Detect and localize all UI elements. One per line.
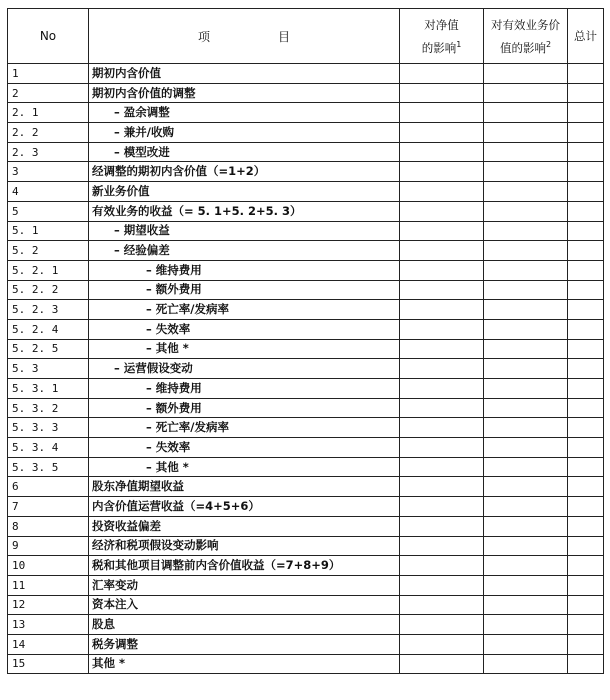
table-row [8, 418, 604, 438]
total-cell [568, 182, 604, 202]
total-cell [568, 64, 604, 84]
row-item-label: – 死亡率/发病率 [146, 302, 229, 317]
impact-on-net-worth-cell [400, 280, 484, 300]
impact-on-net-worth-cell [400, 221, 484, 241]
table-row [8, 280, 604, 300]
impact-on-net-worth-cell [400, 103, 484, 123]
table-row [8, 300, 604, 320]
impact-on-net-worth-cell [400, 575, 484, 595]
row-item-label: 税务调整 [92, 636, 138, 651]
row-item-label: 其他 * [92, 656, 126, 671]
row-number: 5. 3. 3 [8, 418, 89, 438]
impact-on-vif-cell [484, 359, 568, 379]
total-cell [568, 438, 604, 458]
row-item-cell [89, 260, 400, 280]
row-item-label: 新业务价值 [92, 183, 150, 198]
impact-on-vif-cell [484, 556, 568, 576]
impact-on-vif-cell [484, 575, 568, 595]
impact-on-vif-cell [484, 516, 568, 536]
row-number: 5. 2. 3 [8, 300, 89, 320]
row-item-cell [89, 457, 400, 477]
impact-on-net-worth-cell [400, 359, 484, 379]
row-number: 5. 2 [8, 241, 89, 261]
table-row [8, 575, 604, 595]
row-item-label: – 维持费用 [146, 262, 202, 277]
table-row [8, 438, 604, 458]
embedded-value-movement-table [7, 8, 604, 674]
row-item-cell [89, 300, 400, 320]
impact-on-net-worth-cell [400, 83, 484, 103]
impact-on-net-worth-cell [400, 241, 484, 261]
row-number: 5. 3 [8, 359, 89, 379]
impact-on-vif-cell [484, 64, 568, 84]
table-row [8, 359, 604, 379]
impact-on-vif-cell [484, 634, 568, 654]
row-item-label: – 失效率 [146, 321, 191, 336]
row-item-label: 投资收益偏差 [92, 518, 161, 533]
row-item-label: – 经验偏差 [114, 243, 170, 258]
row-item-label: – 死亡率/发病率 [146, 420, 229, 435]
table-row [8, 162, 604, 182]
row-number: 5. 1 [8, 221, 89, 241]
table-row [8, 221, 604, 241]
row-item-cell [89, 438, 400, 458]
impact-on-net-worth-cell [400, 123, 484, 143]
row-number: 5. 2. 2 [8, 280, 89, 300]
total-cell [568, 634, 604, 654]
impact-on-net-worth-cell [400, 595, 484, 615]
row-item-cell [89, 339, 400, 359]
row-number: 3 [8, 162, 89, 182]
row-item-label: 期初内含价值的调整 [92, 85, 196, 100]
row-item-label: 有效业务的收益（= 5. 1+5. 2+5. 3） [92, 203, 302, 218]
total-cell [568, 300, 604, 320]
row-number: 8 [8, 516, 89, 536]
header-item [89, 9, 400, 64]
impact-on-net-worth-cell [400, 339, 484, 359]
total-cell [568, 319, 604, 339]
header-impact-on-vif [484, 9, 568, 64]
row-number: 5 [8, 201, 89, 221]
impact-on-net-worth-cell [400, 260, 484, 280]
total-cell [568, 103, 604, 123]
table-row [8, 457, 604, 477]
header-item-right: 目 [278, 29, 291, 44]
impact-on-vif-cell [484, 300, 568, 320]
row-item-cell [89, 575, 400, 595]
impact-on-vif-cell [484, 477, 568, 497]
impact-on-net-worth-cell [400, 536, 484, 556]
total-cell [568, 418, 604, 438]
impact-on-net-worth-cell [400, 516, 484, 536]
row-number: 7 [8, 497, 89, 517]
total-cell [568, 595, 604, 615]
header-nav-line2: 的影响 [421, 40, 457, 55]
impact-on-vif-cell [484, 260, 568, 280]
row-item-label: 资本注入 [92, 597, 138, 612]
row-number: 5. 3. 1 [8, 379, 89, 399]
row-item-label: – 模型改进 [114, 144, 170, 159]
row-item-label: – 其他 * [146, 341, 189, 356]
row-number: 1 [8, 64, 89, 84]
header-nav-footnote: 1 [456, 39, 462, 49]
row-item-label: 经济和税项假设变动影响 [92, 538, 219, 553]
row-item-cell [89, 201, 400, 221]
table-row [8, 64, 604, 84]
total-cell [568, 123, 604, 143]
impact-on-vif-cell [484, 438, 568, 458]
total-cell [568, 556, 604, 576]
impact-on-vif-cell [484, 595, 568, 615]
row-number: 10 [8, 556, 89, 576]
total-cell [568, 83, 604, 103]
row-item-label: – 盈余调整 [114, 105, 170, 120]
header-vif-footnote: 2 [545, 39, 552, 49]
row-item-cell [89, 516, 400, 536]
table-row [8, 615, 604, 635]
impact-on-vif-cell [484, 142, 568, 162]
row-number: 5. 2. 4 [8, 319, 89, 339]
impact-on-vif-cell [484, 379, 568, 399]
total-cell [568, 201, 604, 221]
impact-on-vif-cell [484, 221, 568, 241]
header-vif-line1: 对有效业务价 [491, 17, 560, 32]
total-cell [568, 536, 604, 556]
impact-on-vif-cell [484, 339, 568, 359]
row-number: 14 [8, 634, 89, 654]
impact-on-net-worth-cell [400, 497, 484, 517]
total-cell [568, 379, 604, 399]
row-item-cell [89, 64, 400, 84]
row-number: 9 [8, 536, 89, 556]
impact-on-net-worth-cell [400, 457, 484, 477]
impact-on-vif-cell [484, 457, 568, 477]
total-cell [568, 654, 604, 674]
row-item-cell [89, 477, 400, 497]
impact-on-vif-cell [484, 398, 568, 418]
row-number: 2. 3 [8, 142, 89, 162]
row-item-label: – 兼并/收购 [114, 124, 174, 139]
header-nav-line1: 对净值 [424, 17, 459, 32]
header-impact-on-net-worth [400, 9, 484, 64]
impact-on-vif-cell [484, 83, 568, 103]
total-cell [568, 516, 604, 536]
impact-on-net-worth-cell [400, 477, 484, 497]
impact-on-net-worth-cell [400, 438, 484, 458]
table-row [8, 142, 604, 162]
impact-on-net-worth-cell [400, 64, 484, 84]
row-item-cell [89, 379, 400, 399]
table-row [8, 516, 604, 536]
impact-on-vif-cell [484, 536, 568, 556]
table-row [8, 398, 604, 418]
total-cell [568, 142, 604, 162]
table-row [8, 319, 604, 339]
header-item-left: 项 [197, 29, 210, 44]
header-no: No [8, 9, 89, 64]
row-number: 12 [8, 595, 89, 615]
impact-on-vif-cell [484, 497, 568, 517]
embedded-value-analysis-table-page [7, 8, 603, 694]
row-item-cell [89, 162, 400, 182]
impact-on-net-worth-cell [400, 201, 484, 221]
total-cell [568, 359, 604, 379]
row-item-cell [89, 319, 400, 339]
impact-on-vif-cell [484, 201, 568, 221]
impact-on-net-worth-cell [400, 142, 484, 162]
impact-on-net-worth-cell [400, 556, 484, 576]
total-cell [568, 457, 604, 477]
row-item-cell [89, 615, 400, 635]
row-item-label: 汇率变动 [92, 577, 138, 592]
impact-on-vif-cell [484, 182, 568, 202]
row-item-cell [89, 103, 400, 123]
table-row [8, 260, 604, 280]
row-number: 4 [8, 182, 89, 202]
row-item-cell [89, 123, 400, 143]
impact-on-vif-cell [484, 103, 568, 123]
table-row [8, 497, 604, 517]
table-row [8, 477, 604, 497]
row-number: 15 [8, 654, 89, 674]
row-number: 5. 3. 5 [8, 457, 89, 477]
table-row [8, 339, 604, 359]
row-item-cell [89, 497, 400, 517]
table-row [8, 634, 604, 654]
impact-on-vif-cell [484, 123, 568, 143]
total-cell [568, 615, 604, 635]
row-number: 2. 2 [8, 123, 89, 143]
row-item-cell [89, 182, 400, 202]
table-row [8, 654, 604, 674]
row-number: 2. 1 [8, 103, 89, 123]
row-item-cell [89, 83, 400, 103]
total-cell [568, 221, 604, 241]
row-item-cell [89, 142, 400, 162]
total-cell [568, 398, 604, 418]
impact-on-net-worth-cell [400, 162, 484, 182]
row-item-label: 税和其他项目调整前内含价值收益（=7+8+9） [92, 558, 341, 573]
row-item-cell [89, 221, 400, 241]
table-header-row [8, 9, 604, 64]
row-number: 5. 2. 1 [8, 260, 89, 280]
row-item-cell [89, 241, 400, 261]
total-cell [568, 575, 604, 595]
row-item-label: – 额外费用 [146, 282, 202, 297]
row-number: 13 [8, 615, 89, 635]
impact-on-net-worth-cell [400, 398, 484, 418]
impact-on-net-worth-cell [400, 379, 484, 399]
impact-on-vif-cell [484, 615, 568, 635]
row-item-cell [89, 536, 400, 556]
row-item-label: 期初内含价值 [92, 65, 161, 80]
impact-on-net-worth-cell [400, 654, 484, 674]
total-cell [568, 260, 604, 280]
row-item-cell [89, 280, 400, 300]
table-row [8, 556, 604, 576]
impact-on-net-worth-cell [400, 634, 484, 654]
row-item-cell [89, 634, 400, 654]
total-cell [568, 339, 604, 359]
row-item-label: – 额外费用 [146, 400, 202, 415]
row-item-label: 内含价值运营收益（=4+5+6） [92, 498, 260, 513]
impact-on-net-worth-cell [400, 418, 484, 438]
total-cell [568, 477, 604, 497]
impact-on-vif-cell [484, 241, 568, 261]
table-row [8, 536, 604, 556]
row-item-label: 股东净值期望收益 [92, 479, 184, 494]
table-row [8, 595, 604, 615]
table-body [8, 64, 604, 674]
row-item-label: – 运营假设变动 [114, 361, 193, 376]
row-number: 6 [8, 477, 89, 497]
impact-on-vif-cell [484, 280, 568, 300]
header-total: 总计 [568, 9, 604, 64]
table-row [8, 241, 604, 261]
total-cell [568, 497, 604, 517]
impact-on-net-worth-cell [400, 300, 484, 320]
row-item-label: – 失效率 [146, 439, 191, 454]
row-item-cell [89, 398, 400, 418]
table-row [8, 182, 604, 202]
row-number: 5. 3. 2 [8, 398, 89, 418]
row-number: 5. 2. 5 [8, 339, 89, 359]
impact-on-vif-cell [484, 418, 568, 438]
total-cell [568, 280, 604, 300]
row-item-cell [89, 556, 400, 576]
row-number: 11 [8, 575, 89, 595]
row-item-label: – 其他 * [146, 459, 189, 474]
row-item-label: – 期望收益 [114, 223, 170, 238]
impact-on-vif-cell [484, 162, 568, 182]
total-cell [568, 162, 604, 182]
impact-on-net-worth-cell [400, 615, 484, 635]
row-number: 2 [8, 83, 89, 103]
impact-on-net-worth-cell [400, 182, 484, 202]
header-vif-line2: 值的影响 [499, 40, 546, 55]
row-item-cell [89, 654, 400, 674]
row-item-cell [89, 595, 400, 615]
row-item-label: 股息 [92, 617, 115, 632]
total-cell [568, 241, 604, 261]
impact-on-vif-cell [484, 319, 568, 339]
row-item-cell [89, 359, 400, 379]
row-number: 5. 3. 4 [8, 438, 89, 458]
row-item-label: – 维持费用 [146, 380, 202, 395]
table-row [8, 103, 604, 123]
table-row [8, 379, 604, 399]
impact-on-vif-cell [484, 654, 568, 674]
impact-on-net-worth-cell [400, 319, 484, 339]
table-row [8, 123, 604, 143]
row-item-label: 经调整的期初内含价值（=1+2） [92, 164, 266, 179]
table-row [8, 201, 604, 221]
table-row [8, 83, 604, 103]
row-item-cell [89, 418, 400, 438]
